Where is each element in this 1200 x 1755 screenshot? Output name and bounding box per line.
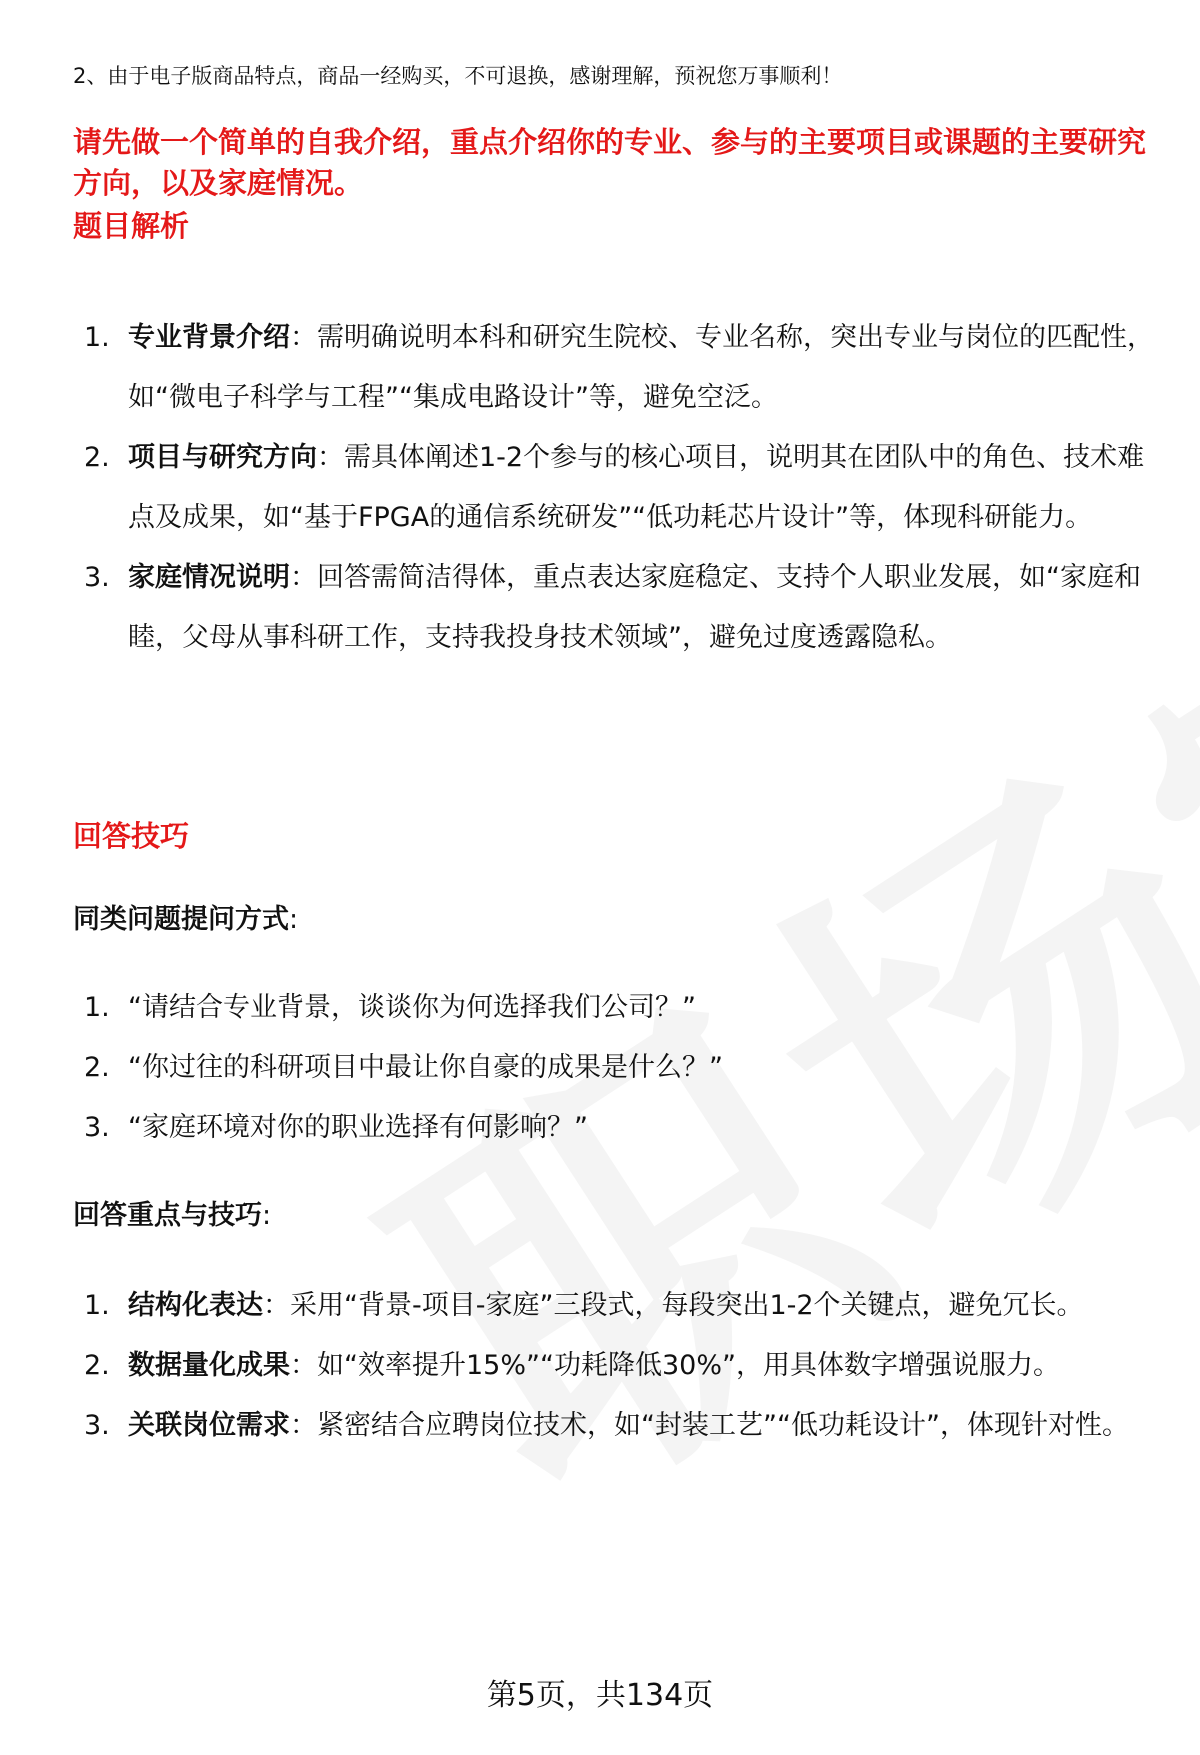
page-number-footer: 第5页，共134页 <box>486 1678 714 1713</box>
similar-question-item <box>0 978 1160 1038</box>
list-number: 2. <box>84 1350 110 1381</box>
similar-question-item <box>0 1098 1160 1158</box>
item-text: “你过往的科研项目中最让你自豪的成果是什么？” <box>128 1052 723 1083</box>
item-text: ：如“效率提升15%”“功耗降低30%”，用具体数字增强说服力。 <box>290 1350 1060 1381</box>
similar-questions-list <box>0 978 1160 1158</box>
item-text: ：紧密结合应聘岗位技术，如“封装工艺”“低功耗设计”，体现针对性。 <box>290 1410 1129 1441</box>
list-number: 3. <box>84 1112 110 1143</box>
list-number: 3. <box>84 562 110 593</box>
item-text: ：需具体阐述1-2个参与的核心项目，说明其在团队中的角色、技术难点及成果，如“基于FPGA的通信系统研发”“低功耗芯片设计”等，体现科研能力。 <box>128 442 1145 533</box>
analysis-item <box>0 428 1160 548</box>
list-number: 1. <box>84 322 110 353</box>
similar-questions-title: 同类问题提问方式 <box>73 904 289 935</box>
item-text: ：需明确说明本科和研究生院校、专业名称，突出专业与岗位的匹配性，如“微电子科学与工程”“集成电路设计”等，避免空泛。 <box>128 322 1154 413</box>
item-term: 项目与研究方向 <box>128 442 317 473</box>
list-number: 1. <box>84 992 110 1023</box>
key-points-list <box>0 1276 1160 1456</box>
analysis-heading: 题目解析 <box>73 209 190 243</box>
heading-colon: : <box>262 1200 272 1231</box>
similar-question-item <box>0 1038 1160 1098</box>
item-text: “请结合专业背景，谈谈你为何选择我们公司？” <box>128 992 696 1023</box>
item-text: ：采用“背景-项目-家庭”三段式，每段突出1-2个关键点，避免冗长。 <box>263 1290 1084 1321</box>
list-number: 2. <box>84 442 110 473</box>
purchase-notice: 2、由于电子版商品特点，商品一经购买，不可退换，感谢理解，预祝您万事顺利！ <box>73 64 843 88</box>
analysis-item <box>0 308 1160 428</box>
item-term: 结构化表达 <box>128 1290 263 1321</box>
key-point-item <box>0 1336 1160 1396</box>
similar-questions-heading <box>73 900 298 940</box>
key-points-heading <box>73 1196 271 1236</box>
key-points-title: 回答重点与技巧 <box>73 1200 262 1231</box>
analysis-item <box>0 548 1160 668</box>
key-point-item <box>0 1276 1160 1336</box>
analysis-list <box>0 308 1160 668</box>
list-number: 2. <box>84 1052 110 1083</box>
item-term: 关联岗位需求 <box>128 1410 290 1441</box>
item-text: ：回答需简洁得体，重点表达家庭稳定、支持个人职业发展，如“家庭和睦，父母从事科研工作，支持我投身技术领域”，避免过度透露隐私。 <box>128 562 1141 653</box>
list-number: 1. <box>84 1290 110 1321</box>
tips-heading: 回答技巧 <box>73 819 190 853</box>
heading-colon: : <box>289 904 299 935</box>
item-term: 家庭情况说明 <box>128 562 290 593</box>
item-term: 数据量化成果 <box>128 1350 290 1381</box>
interview-question: 请先做一个简单的自我介绍，重点介绍你的专业、参与的主要项目或课题的主要研究方向，以及家庭情况。 <box>73 125 1147 200</box>
list-number: 3. <box>84 1410 110 1441</box>
key-point-item <box>0 1396 1160 1456</box>
item-term: 专业背景介绍 <box>128 322 290 353</box>
item-text: “家庭环境对你的职业选择有何影响？” <box>128 1112 588 1143</box>
